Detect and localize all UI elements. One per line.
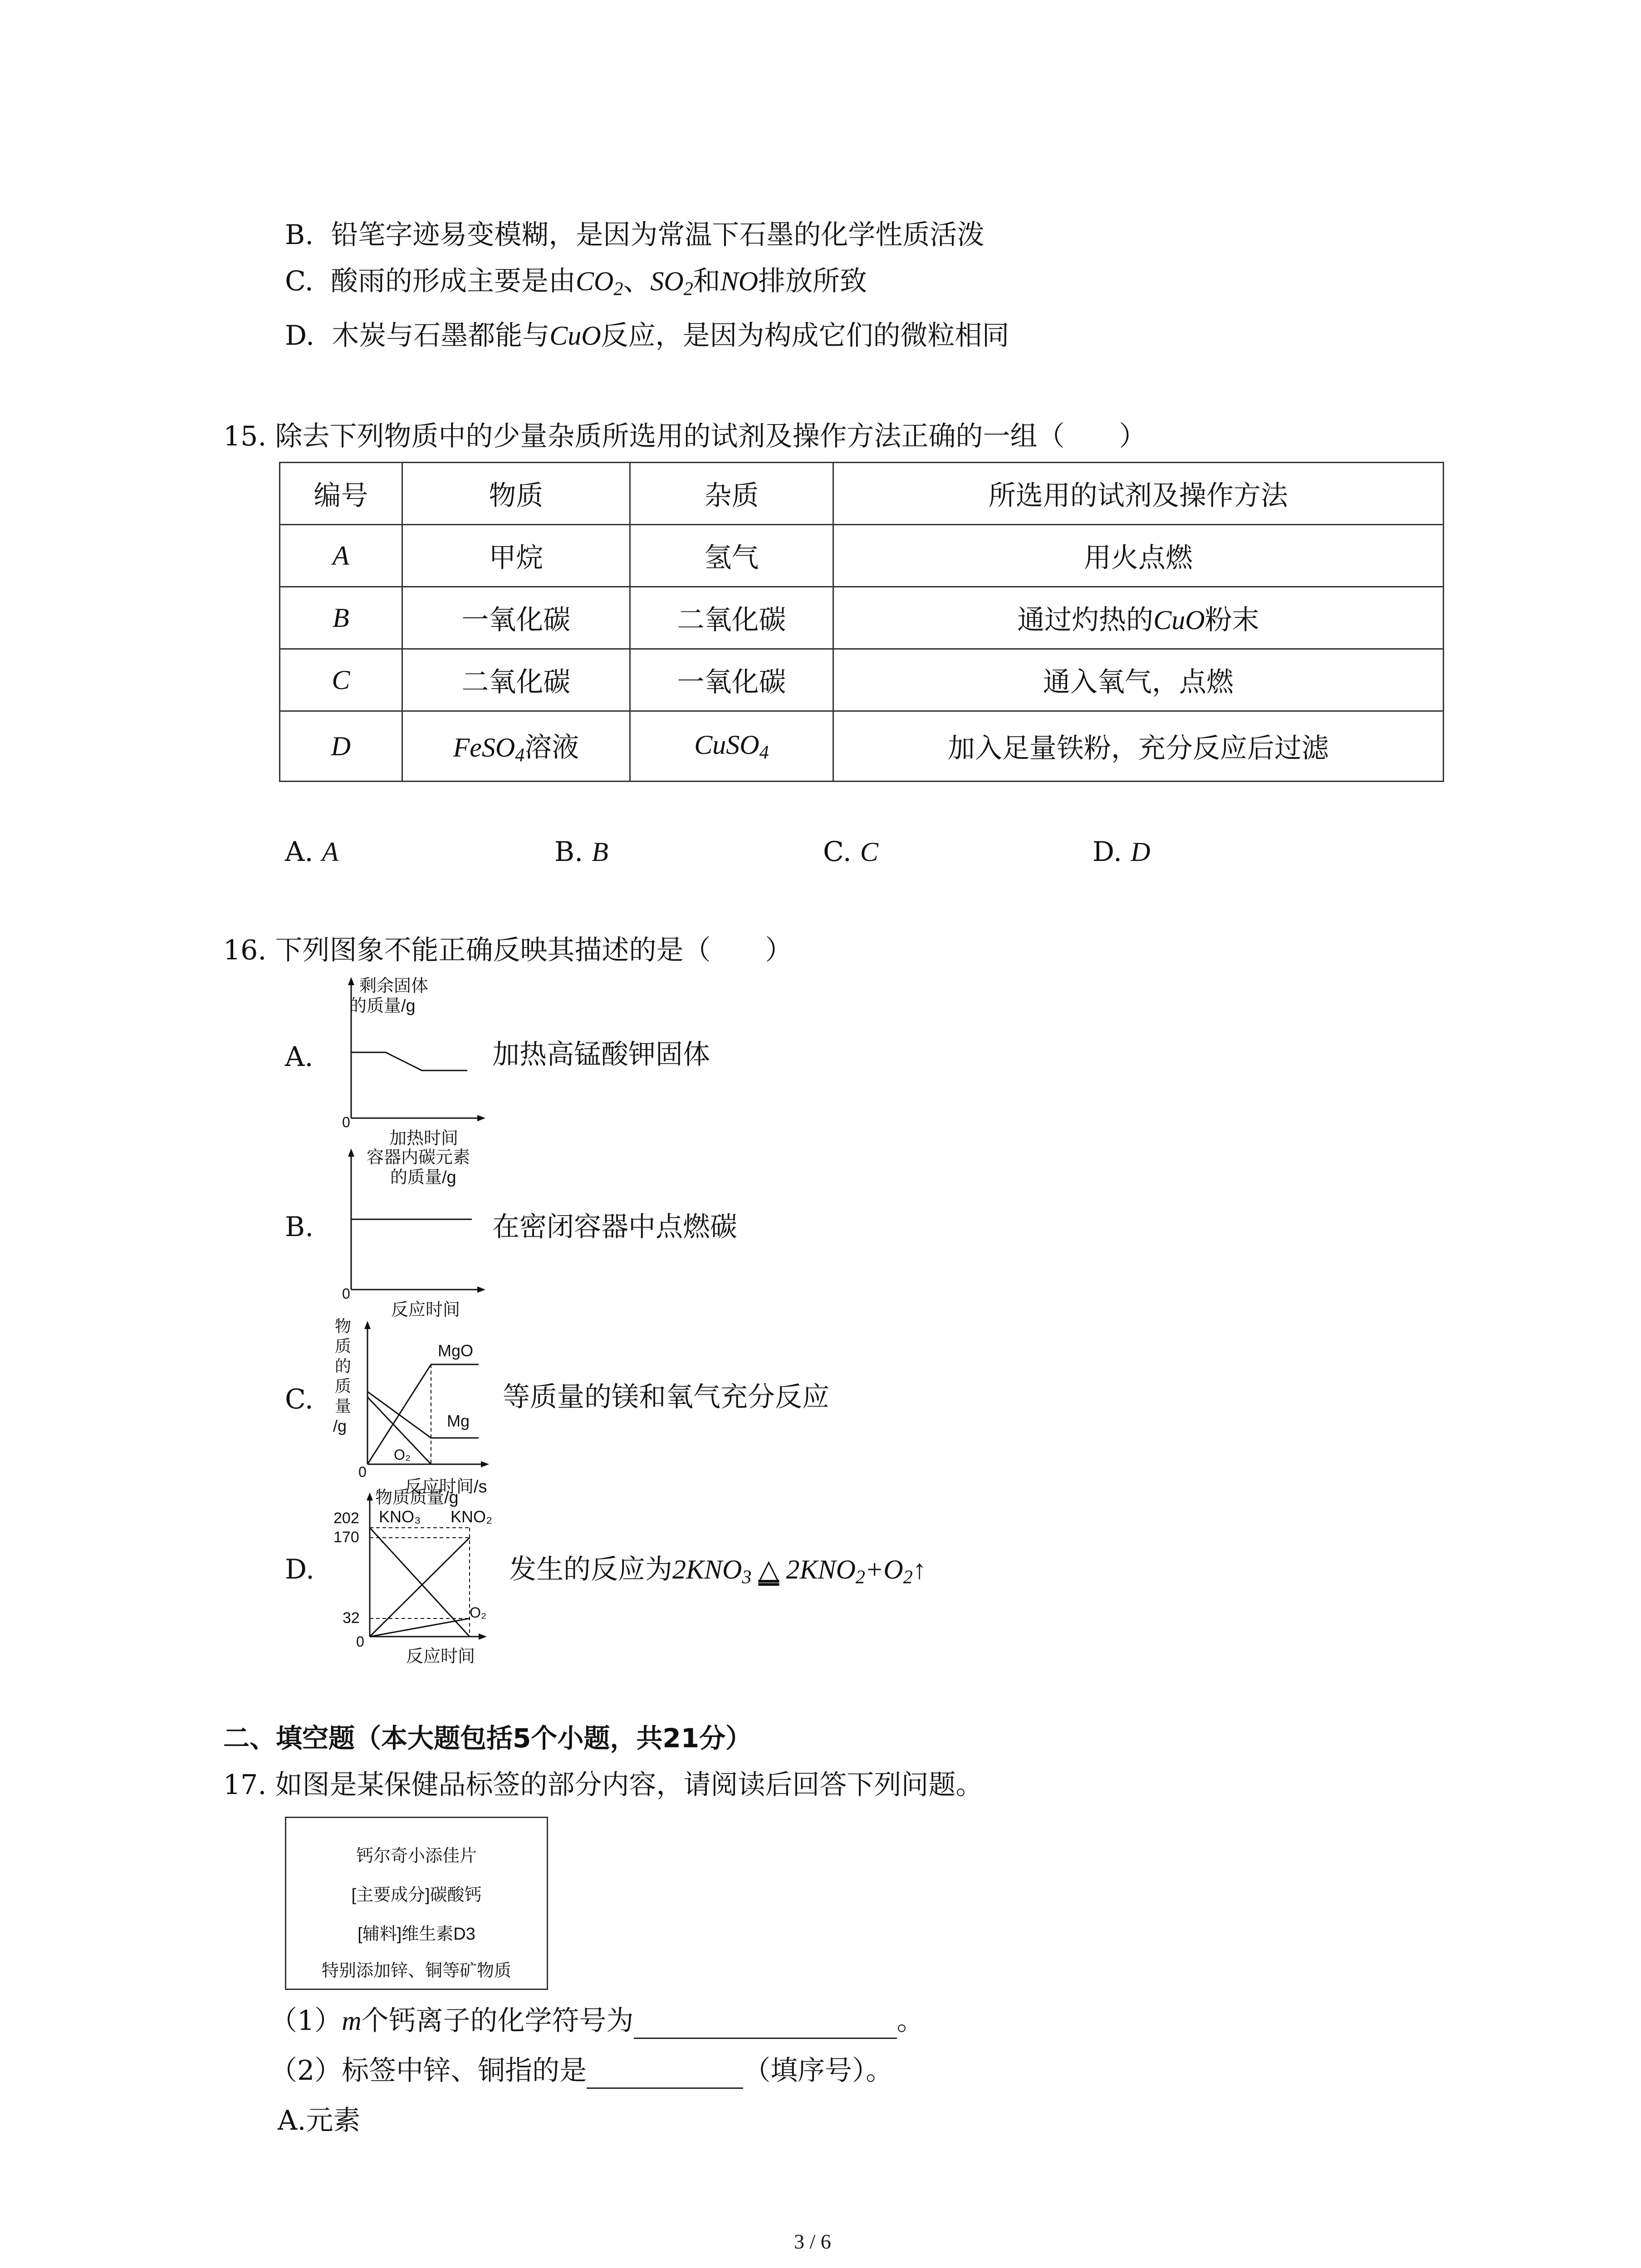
graph-c-mg-label: Mg xyxy=(447,1412,470,1430)
option-value: D xyxy=(1131,837,1151,867)
table-row xyxy=(280,587,1444,649)
formula-co2: $CO_2$ xyxy=(576,266,623,300)
section-2-title: 二、填空题（本大题包括5个小题，共21分） xyxy=(223,1723,752,1754)
label-line: 特别添加锌、铜等矿物质 xyxy=(321,1961,511,1980)
graph-a-origin: 0 xyxy=(342,1114,350,1130)
q14-option-c-text1: 酸雨的形成主要是由 xyxy=(331,265,576,297)
q15-stem: 15. 除去下列物质中的少量杂质所选用的试剂及操作方法正确的一组（ ） xyxy=(223,420,1146,452)
graph-a xyxy=(336,975,490,1148)
q14-option-d-text2: 反应，是因为构成它们的微粒相同 xyxy=(601,320,1009,352)
graph-c-xlabel: 反应时间/s xyxy=(405,1477,487,1496)
q17-sub1 xyxy=(270,2003,924,2039)
q15-option-b xyxy=(554,836,608,868)
graph-b-x-arrow xyxy=(477,1286,485,1293)
row-method xyxy=(833,587,1443,649)
q17-sub2-end: （填序号）。 xyxy=(743,2055,893,2087)
q14-option-b xyxy=(285,217,984,253)
row-id: D xyxy=(280,711,402,782)
graph-d-ylabel: 物质质量/g xyxy=(375,1488,459,1507)
row-method: 加入足量铁粉，充分反应后过滤 xyxy=(833,711,1443,782)
graph-a-ylabel2: 的质量/g xyxy=(349,997,416,1016)
equation: $2KNO_3$ △ $2KNO_2+O_2↑$ xyxy=(672,1554,926,1584)
q14-option-c xyxy=(285,263,867,308)
row-impurity: 氢气 xyxy=(630,525,833,587)
graph-c-ylabel-char: /g xyxy=(333,1417,347,1435)
graph-c-y-arrow xyxy=(364,1321,371,1329)
q14-option-b-letter: B. xyxy=(285,219,314,251)
row-impurity: 二氧化碳 xyxy=(630,587,833,649)
label-line: 钙尔奇小添佳片 xyxy=(356,1847,477,1866)
row-substance-suffix: 溶液 xyxy=(524,732,579,764)
row-id: B xyxy=(280,587,402,649)
graph-b xyxy=(336,1147,490,1319)
q16-item-d-desc-pre: 发生的反应为 xyxy=(509,1554,672,1585)
graph-d-origin: 0 xyxy=(356,1633,364,1650)
graph-d-y170: 170 xyxy=(333,1529,359,1546)
graph-d-y-arrow xyxy=(367,1492,373,1501)
graph-c-x-arrow xyxy=(481,1461,489,1467)
graph-c-ylabel-char: 质 xyxy=(335,1337,352,1355)
graph-d-y32: 32 xyxy=(343,1609,360,1627)
label-line: [主要成分]碳酸钙 xyxy=(351,1886,482,1905)
graph-c-mgo-label: MgO xyxy=(438,1341,474,1360)
row-id: C xyxy=(280,649,402,711)
graph-c-ylabel-char: 的 xyxy=(335,1357,352,1375)
q14-option-c-text3: 和 xyxy=(693,265,720,297)
row-id: A xyxy=(280,525,402,587)
formula-no: NO xyxy=(720,266,759,296)
q17-stem: 17. 如图是某保健品标签的部分内容，请阅读后回答下列问题。 xyxy=(223,1769,983,1801)
option-letter: C. xyxy=(823,836,852,868)
graph-b-y-arrow xyxy=(348,1149,354,1157)
graph-a-xlabel: 加热时间 xyxy=(389,1129,459,1148)
q17-sub1-text: 个钙离子的化学符号为 xyxy=(361,2005,634,2037)
row-method: 用火点燃 xyxy=(833,525,1443,587)
q16-item-a-desc: 加热高锰酸钾固体 xyxy=(492,1039,710,1070)
header-substance: 物质 xyxy=(402,463,630,525)
q15-option-a xyxy=(285,836,338,868)
graph-d xyxy=(333,1487,497,1668)
table-row xyxy=(280,525,1444,587)
q16-item-b-desc: 在密闭容器中点燃碳 xyxy=(492,1211,737,1243)
graph-b-origin: 0 xyxy=(342,1286,350,1302)
graph-a-line xyxy=(351,1052,467,1070)
label-line: [辅料]维生素D3 xyxy=(358,1925,475,1944)
formula-feso4: FeSO$_4$ xyxy=(453,733,525,766)
graph-c-ylabel-char: 物 xyxy=(335,1317,352,1335)
formula-so2: $SO_2$ xyxy=(650,266,693,300)
graph-c-ylabel-char: 量 xyxy=(335,1397,352,1415)
page-number: 3 / 6 xyxy=(794,2230,831,2253)
q14-option-c-letter: C. xyxy=(285,265,314,297)
q14-option-c-text4: 排放所致 xyxy=(758,265,867,297)
option-letter: B. xyxy=(554,836,583,868)
q17-sub1-pre: （1） xyxy=(270,2005,342,2037)
option-letter: A. xyxy=(285,836,314,868)
graph-d-x-arrow xyxy=(479,1633,487,1640)
q17-sub1-var: m xyxy=(342,2006,362,2036)
option-value: B xyxy=(592,837,608,867)
q16-stem: 16. 下列图象不能正确反映其描述的是（ ） xyxy=(223,934,793,966)
answer-blank-2[interactable] xyxy=(587,2059,743,2089)
graph-c-ylabel-char: 质 xyxy=(335,1377,352,1395)
q14-option-b-text: 铅笔字迹易变模糊，是因为常温下石墨的化学性质活泼 xyxy=(331,219,985,251)
header-impurity: 杂质 xyxy=(630,463,833,525)
row-method-pre: 通过灼热的 xyxy=(1017,604,1154,636)
header-method: 所选用的试剂及操作方法 xyxy=(833,463,1443,525)
q17-option-a: A.元素 xyxy=(278,2105,361,2136)
q17-sub2-pre: （2）标签中锌、铜指的是 xyxy=(270,2055,587,2087)
option-value: A xyxy=(322,837,339,867)
answer-blank-1[interactable] xyxy=(634,2009,897,2039)
formula-cuo: CuO xyxy=(549,321,601,351)
table-header-row xyxy=(280,463,1444,525)
graph-d-xlabel: 反应时间 xyxy=(406,1647,475,1666)
supplement-label-box xyxy=(285,1817,548,1990)
q14-option-d xyxy=(285,318,1009,354)
row-impurity xyxy=(630,711,833,782)
q16-item-c-letter: C. xyxy=(285,1383,314,1415)
graph-d-kno3-label: KNO₃ xyxy=(379,1507,421,1526)
q16-item-a-letter: A. xyxy=(285,1041,314,1073)
graph-a-x-arrow xyxy=(477,1115,485,1121)
graph-b-ylabel2: 的质量/g xyxy=(390,1168,456,1187)
graph-d-o2-label: O₂ xyxy=(470,1604,487,1621)
q15-table xyxy=(279,462,1444,782)
formula-cuo: CuO xyxy=(1153,605,1205,635)
graph-d-kno2-label: KNO₂ xyxy=(451,1507,492,1526)
row-substance: 二氧化碳 xyxy=(402,649,630,711)
table-row xyxy=(280,649,1444,711)
row-method: 通入氧气，点燃 xyxy=(833,649,1443,711)
q16-item-b-letter: B. xyxy=(285,1211,314,1243)
option-value: C xyxy=(860,837,878,867)
q14-option-c-text2: 、 xyxy=(623,265,651,297)
graph-c-origin: 0 xyxy=(358,1464,367,1480)
graph-d-y202: 202 xyxy=(333,1510,359,1527)
q17-sub2 xyxy=(270,2053,893,2089)
row-substance xyxy=(402,711,630,782)
graph-a-ylabel1: 剩余固体 xyxy=(359,977,429,996)
heat-symbol: △ xyxy=(758,1554,779,1584)
graph-b-xlabel: 反应时间 xyxy=(391,1300,460,1320)
row-substance: 一氧化碳 xyxy=(402,587,630,649)
q17-sub1-end: 。 xyxy=(896,2005,924,2037)
option-letter: D. xyxy=(1092,836,1122,868)
graph-a-y-arrow xyxy=(348,977,354,985)
graph-c-o2-label: O₂ xyxy=(394,1447,411,1463)
header-id: 编号 xyxy=(280,463,402,525)
graph-c xyxy=(331,1315,499,1497)
q16-item-d-desc xyxy=(509,1551,926,1596)
graph-d-kno3-line xyxy=(370,1528,470,1637)
q16-item-d-letter: D. xyxy=(285,1554,315,1585)
row-substance: 甲烷 xyxy=(402,525,630,587)
row-impurity: 一氧化碳 xyxy=(630,649,833,711)
q15-option-d xyxy=(1092,836,1150,868)
q15-option-c xyxy=(823,836,878,868)
q14-option-d-letter: D. xyxy=(285,320,315,352)
table-row xyxy=(280,711,1444,782)
graph-b-ylabel1: 容器内碳元素 xyxy=(367,1148,470,1167)
formula-cuso4: CuSO$_4$ xyxy=(694,729,769,763)
q14-option-d-text1: 木炭与石墨都能与 xyxy=(332,320,550,352)
q16-item-c-desc: 等质量的镁和氧气充分反应 xyxy=(503,1381,829,1413)
row-method-post: 粉末 xyxy=(1205,604,1259,636)
